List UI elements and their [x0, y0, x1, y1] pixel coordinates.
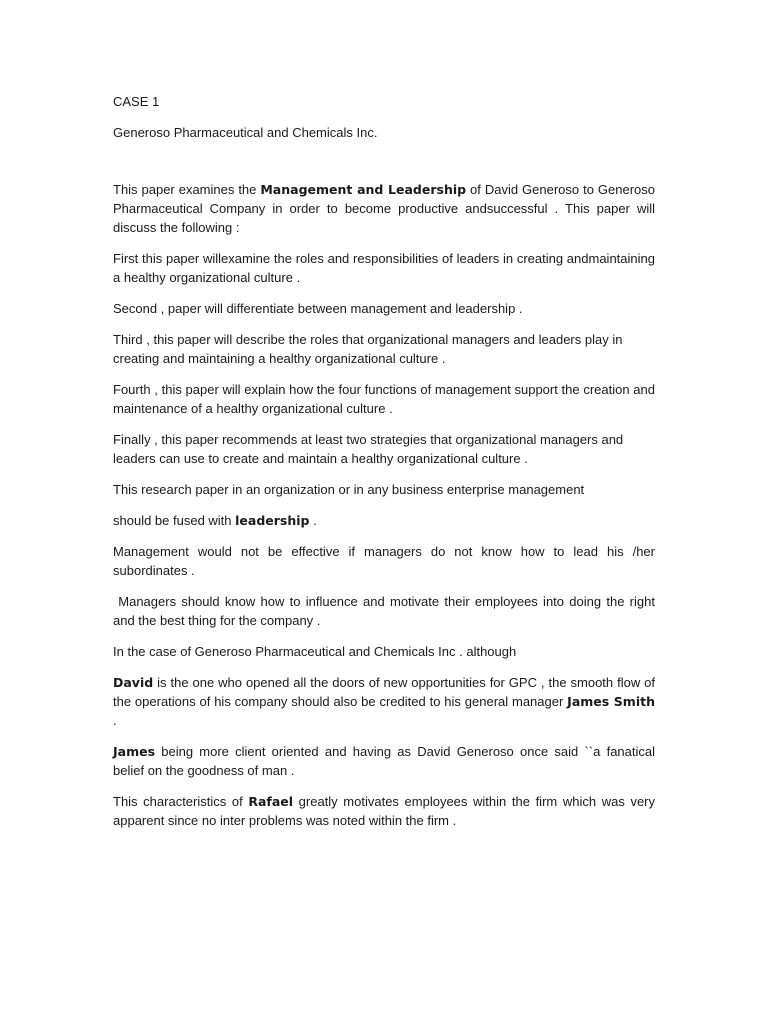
paragraph-text: .: [113, 713, 117, 728]
bold-name: James: [113, 744, 156, 759]
paragraph-james: [113, 742, 655, 780]
paragraph-research: This research paper in an organization or in any business enterprise management: [113, 482, 585, 497]
paragraph-fourth: Fourth , this paper will explain how the four functions of management support the creation and maintenance of a healthy organizational culture .: [113, 382, 655, 416]
bold-name: James Smith: [567, 694, 655, 709]
paragraph-management-effective: Management would not be effective if managers do not know how to lead his /her subordinates .: [113, 544, 655, 578]
paragraph-rafael: [113, 792, 655, 830]
paragraph-intro: [113, 180, 655, 237]
bold-term: leadership: [235, 513, 310, 528]
paragraph-text: This characteristics of: [113, 794, 249, 809]
paragraph-first: First this paper willexamine the roles and responsibilities of leaders in creating andmaintaining a healthy organizational culture .: [113, 251, 655, 285]
document-title: Generoso Pharmaceutical and Chemicals Inc.: [113, 125, 378, 140]
paragraph-case: In the case of Generoso Pharmaceutical and Chemicals Inc . although: [113, 644, 517, 659]
paragraph-finally: Finally , this paper recommends at least two strategies that organizational managers and leaders can use to create and maintain a healthy organizational culture .: [113, 432, 624, 466]
paragraph-second: Second , paper will differentiate between management and leadership .: [113, 301, 523, 316]
bold-term: Management and Leadership: [260, 182, 467, 197]
paragraph-fused: [113, 511, 655, 530]
paragraph-text: This paper examines the: [113, 182, 261, 197]
case-label: CASE 1: [113, 94, 160, 109]
bold-name: Rafael: [248, 794, 294, 809]
paragraph-text: .: [309, 513, 317, 528]
document-page: [113, 92, 659, 842]
paragraph-text: being more client oriented and having as David Generoso once said ``a fanatical belief on the goodness of man .: [113, 744, 655, 778]
paragraph-text: is the one who opened all the doors of new opportunities for GPC , the smooth flow of the operations of his company should also be credited to his general manager: [113, 675, 655, 709]
paragraph-text: should be fused with: [113, 513, 236, 528]
paragraph-text: greatly motivates employees within the firm which was very apparent since no inter problems was noted within the firm .: [113, 794, 655, 828]
paragraph-text: of David Generoso to Generoso Pharmaceutical Company in order to become productive andsuccessful . This paper will discuss the following :: [113, 182, 655, 235]
paragraph-managers-influence: Managers should know how to influence and motivate their employees into doing the right and the best thing for the company .: [113, 594, 659, 628]
paragraph-third: Third , this paper will describe the roles that organizational managers and leaders play in creating and maintaining a healthy organizational culture .: [113, 332, 623, 366]
paragraph-david: [113, 673, 655, 730]
bold-name: David: [113, 675, 154, 690]
